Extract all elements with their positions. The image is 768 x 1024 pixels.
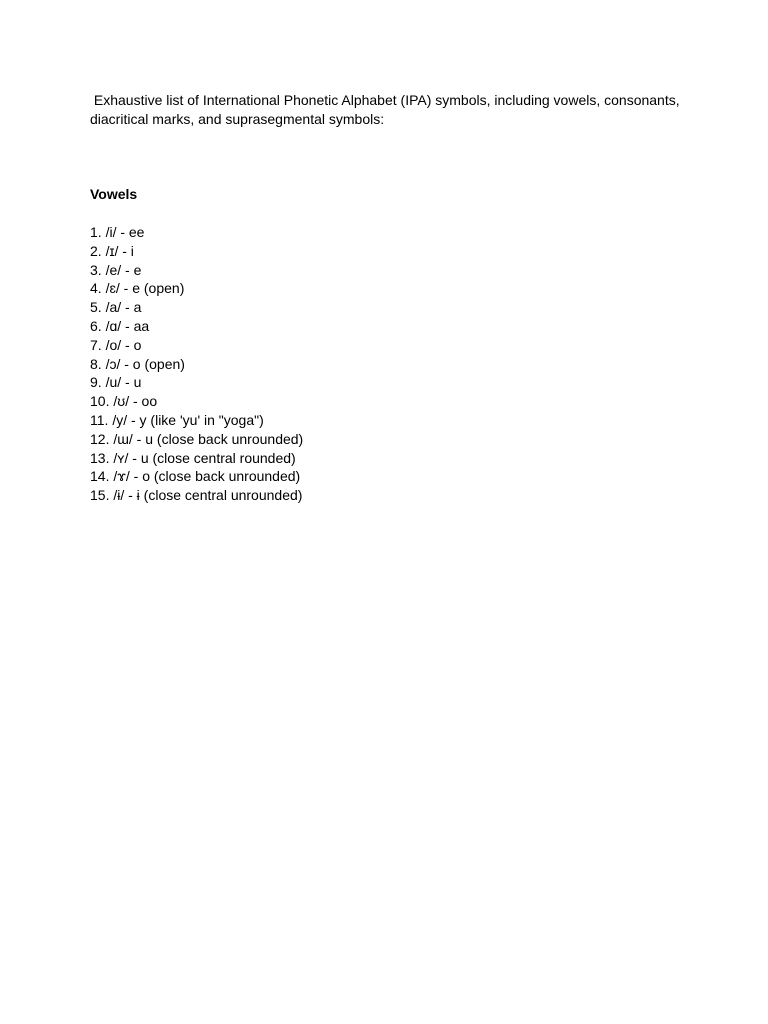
- list-item: 14. /ɤ/ - o (close back unrounded): [90, 468, 301, 485]
- intro-paragraph: Exhaustive list of International Phonetic Alphabet (IPA) symbols, including vowels, consonants, diacritical marks, and suprasegmental symbols:: [90, 92, 684, 127]
- list-item: 10. /ʊ/ - oo: [90, 393, 158, 410]
- list-item: 3. /e/ - e: [90, 261, 142, 278]
- list-item: 2. /ɪ/ - i: [90, 242, 134, 259]
- list-item: 1. /i/ - ee: [90, 224, 145, 240]
- list-item: 13. /ʏ/ - u (close central rounded): [90, 449, 296, 466]
- list-item: 7. /o/ - o: [90, 336, 142, 353]
- vowel-list: [90, 223, 303, 505]
- list-item: 5. /a/ - a: [90, 299, 142, 316]
- list-item: 8. /ɔ/ - o (open): [90, 355, 185, 372]
- list-item: 9. /u/ - u: [90, 374, 142, 391]
- list-item: 11. /y/ - y (like 'yu' in "yoga"): [90, 411, 264, 428]
- section-heading-vowels: Vowels: [90, 186, 138, 202]
- list-item: 15. /ɨ/ - ɨ (close central unrounded): [90, 487, 303, 504]
- list-item: 6. /ɑ/ - aa: [90, 317, 150, 334]
- list-item: 4. /ɛ/ - e (open): [90, 280, 185, 297]
- list-item: 12. /ɯ/ - u (close back unrounded): [90, 430, 304, 447]
